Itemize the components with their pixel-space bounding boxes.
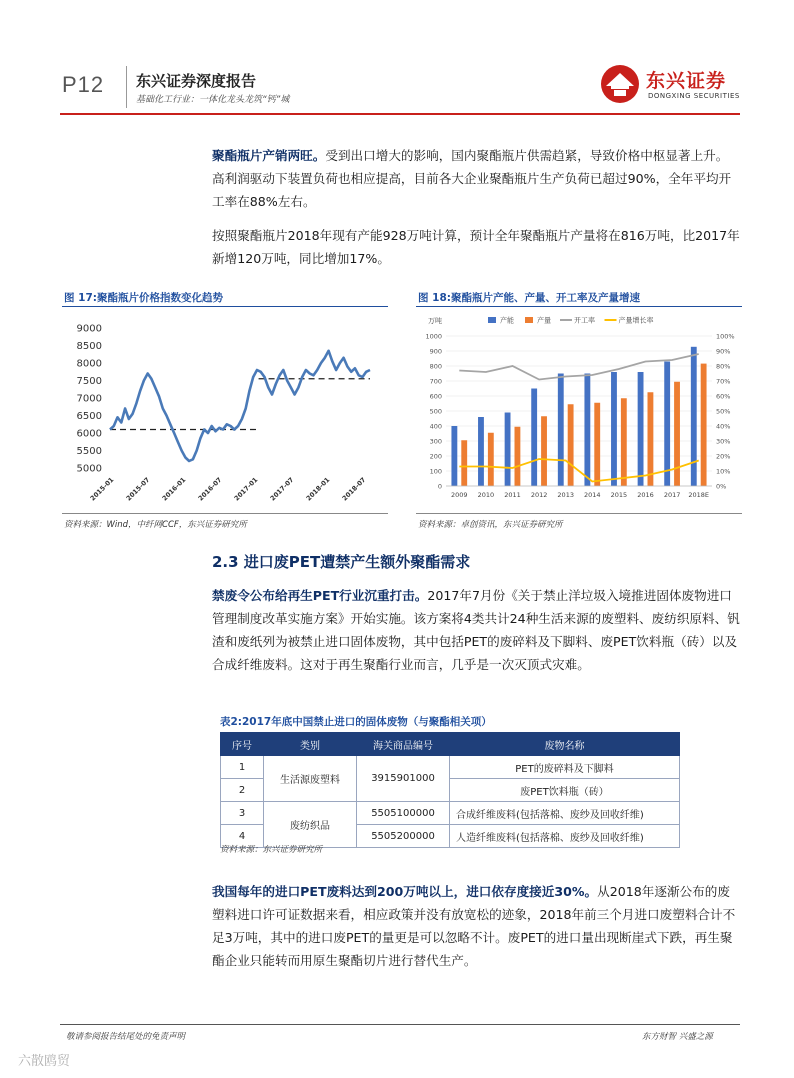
col-header-no: 序号 [221, 733, 264, 756]
line-产量增长率 [459, 459, 698, 482]
legend-label: 产量增长率 [618, 316, 654, 325]
bar-产能 [558, 374, 564, 487]
y-tick-label: 9000 [76, 323, 102, 335]
cell-no: 3 [221, 802, 264, 825]
footer-rule [60, 1024, 740, 1025]
y-tick-label: 300 [429, 437, 442, 446]
y2-tick-label: 40% [716, 422, 731, 431]
bar-产能 [451, 426, 457, 486]
fig17-rule [62, 306, 388, 307]
report-title: 东兴证券深度报告 [136, 72, 257, 90]
report-subtitle: 基础化工行业：一体化龙头龙筑“钙”城 [136, 95, 290, 105]
table2-source: 资料来源：东兴证券研究所 [220, 845, 323, 855]
y2-tick-label: 90% [716, 347, 731, 356]
bar-产量 [488, 433, 494, 486]
x-tick-label: 2009 [451, 491, 468, 499]
cell-name: 合成纤维废料(包括落棉、废纱及回收纤维) [450, 802, 680, 825]
bar-产量 [515, 427, 521, 486]
paragraph-import-dependency [212, 880, 740, 972]
section-heading: 2.3 进口废PET遭禁产生额外聚酯需求 [212, 553, 471, 571]
fig18-rule [416, 306, 742, 307]
x-tick-label: 2015 [610, 491, 628, 499]
table-row [221, 802, 680, 825]
x-tick-label: 2016-01 [160, 475, 188, 503]
y-tick-label: 6000 [76, 428, 102, 440]
y-tick-label: 200 [429, 452, 442, 461]
bar-产能 [691, 347, 697, 486]
y2-tick-label: 100% [716, 332, 735, 341]
x-tick-label: 2017 [663, 491, 681, 499]
fig17-source: 资料来源：Wind，中纤网CCF，东兴证券研究所 [64, 520, 247, 530]
legend-label: 产能 [500, 316, 514, 325]
y-tick-label: 400 [429, 422, 442, 431]
y2-tick-label: 30% [716, 437, 731, 446]
header-divider [126, 66, 127, 108]
y-tick-label: 0 [437, 482, 442, 491]
x-tick-label: 2017-01 [232, 475, 260, 503]
paragraph-import-ban [212, 584, 740, 676]
fig18-capacity-chart [416, 310, 742, 510]
page-number: P12 [62, 72, 105, 97]
cell-code: 3915901000 [357, 756, 450, 802]
x-tick-label: 2018-07 [340, 475, 368, 503]
paragraph-bottle-chip-sales [212, 144, 740, 213]
y-tick-label: 7000 [76, 393, 102, 405]
bar-产能 [584, 374, 590, 487]
logo-mark-icon [600, 64, 640, 104]
price-index-line [110, 351, 370, 461]
x-tick-label: 2018E [688, 491, 710, 499]
bar-产量 [541, 416, 547, 486]
fig18-source: 资料来源：卓创资讯，东兴证券研究所 [418, 520, 563, 530]
cell-category: 废纺织品 [264, 802, 357, 848]
bar-产量 [621, 398, 627, 486]
y-tick-label: 5500 [76, 446, 102, 457]
footer-disclaimer: 敬请参阅报告结尾处的免责声明 [66, 1032, 186, 1042]
cell-no: 2 [221, 779, 264, 802]
banned-waste-table [220, 732, 680, 848]
fig18-caption: 图 18:聚酯瓶片产能、产量、开工率及产量增速 [418, 292, 640, 304]
fig17-bottom-rule [62, 513, 388, 514]
bar-产能 [505, 413, 511, 487]
legend-label: 产量 [537, 316, 551, 325]
y-tick-label: 500 [429, 407, 442, 416]
paragraph-body: 受到出口增大的影响，国内聚酯瓶片供需趋紧，导致价格中枢显著上升。高利润驱动下装置负荷也相应提高，目前各大企业聚酯瓶片生产负荷已超过90%，全年平均开工率在88%左右。 [212, 148, 732, 209]
cell-name: 废PET饮料瓶（砖） [450, 779, 680, 802]
watermark: 六散鸥贸 [18, 1054, 71, 1069]
x-tick-label: 2016-07 [196, 475, 224, 503]
x-tick-label: 2015-07 [124, 475, 152, 503]
col-header-name: 废物名称 [450, 733, 680, 756]
cell-category: 生活源废塑料 [264, 756, 357, 802]
x-tick-label: 2014 [584, 491, 601, 499]
y-tick-label: 7500 [76, 376, 102, 387]
table-row [221, 756, 680, 779]
table-header-row [221, 733, 680, 756]
x-tick-label: 2010 [477, 491, 495, 499]
bar-产能 [531, 389, 537, 487]
col-header-category: 类别 [264, 733, 357, 756]
y-tick-label: 900 [429, 347, 442, 356]
y-tick-label: 6500 [76, 411, 102, 422]
paragraph-capacity-forecast: 按照聚酯瓶片2018年现有产能928万吨计算，预计全年聚酯瓶片产量将在816万吨，比2017年新增120万吨，同比增加17%。 [212, 228, 740, 266]
legend-label: 开工率 [574, 316, 595, 325]
bar-产能 [638, 372, 644, 486]
y-tick-label: 5000 [76, 463, 102, 475]
y2-tick-label: 70% [716, 377, 731, 386]
unit-label: 万吨 [428, 317, 442, 325]
y-tick-label: 8500 [76, 341, 102, 352]
paragraph-lead: 禁废令公布给再生PET行业沉重打击。 [212, 588, 428, 603]
logo-en-text: DONGXING SECURITIES [648, 92, 740, 100]
y-tick-label: 1000 [425, 332, 442, 341]
cell-code: 5505200000 [357, 825, 450, 848]
fig17-caption: 图 17:聚酯瓶片价格指数变化趋势 [64, 292, 223, 304]
x-tick-label: 2018-01 [304, 475, 332, 503]
cell-code: 5505100000 [357, 802, 450, 825]
y-tick-label: 800 [429, 362, 442, 371]
bar-产能 [664, 362, 670, 487]
y2-tick-label: 60% [716, 392, 731, 401]
y2-tick-label: 10% [716, 467, 731, 476]
header-rule [60, 113, 740, 115]
paragraph-body: 从2018年逐渐公布的废塑料进口许可证数据来看，相应政策并没有放宽松的迹象，2018年前三个月进口废塑料合计不足3万吨，其中的进口废PET的量更是可以忽略不计。废PET的进口量出现断崖式下跌，再生聚酯企业只能转而用原生聚酯切片进行替代生产。 [212, 884, 736, 968]
y-tick-label: 600 [429, 392, 442, 401]
bar-产量 [648, 392, 654, 486]
table2-caption: 表2:2017年底中国禁止进口的固体废物（与聚酯相关项） [220, 716, 492, 728]
company-logo [600, 64, 760, 108]
y2-tick-label: 80% [716, 362, 731, 371]
x-tick-label: 2013 [557, 491, 574, 499]
bar-产量 [674, 382, 680, 486]
footer-slogan: 东方财智 兴盛之源 [642, 1032, 713, 1042]
paragraph-body: 2017年7月份《关于禁止洋垃圾入境推进固体废物进口管理制度改革实施方案》开始实施。该方案将4类共计24种生活来源的废塑料、废纺织原料、钒渣和废纸列为被禁止进口固体废物，其中包括PET的废碎料及下脚料、废PET饮料瓶（砖）以及合成纤维废料。这对于再生聚酯行业而言，几乎是一次灭顶式灾难。 [212, 588, 740, 672]
y-tick-label: 700 [429, 377, 442, 386]
col-header-code: 海关商品编号 [357, 733, 450, 756]
cell-no: 1 [221, 756, 264, 779]
y2-tick-label: 20% [716, 452, 731, 461]
x-tick-label: 2011 [504, 491, 521, 499]
bar-产能 [478, 417, 484, 486]
cell-name: PET的废碎料及下脚料 [450, 756, 680, 779]
legend-swatch [525, 317, 533, 323]
paragraph-lead: 我国每年的进口PET废料达到200万吨以上，进口依存度接近30%。 [212, 884, 598, 899]
cell-no: 4 [221, 825, 264, 848]
logo-text: 东兴证券 [646, 70, 727, 92]
y2-tick-label: 50% [716, 407, 731, 416]
x-tick-label: 2015-01 [88, 475, 116, 503]
bar-产量 [701, 364, 707, 486]
x-tick-label: 2017-07 [268, 475, 296, 503]
fig17-price-chart [62, 310, 392, 510]
y-tick-label: 100 [429, 467, 442, 476]
bar-产量 [568, 404, 574, 486]
y-tick-label: 8000 [76, 358, 102, 370]
cell-name: 人造纤维废料(包括落棉、废纱及回收纤维) [450, 825, 680, 848]
fig18-bottom-rule [416, 513, 742, 514]
bar-产量 [461, 440, 467, 486]
x-tick-label: 2012 [530, 491, 548, 499]
y2-tick-label: 0% [716, 482, 727, 491]
paragraph-lead: 聚酯瓶片产销两旺。 [212, 148, 326, 163]
bar-产能 [611, 372, 617, 486]
line-开工率 [459, 354, 698, 380]
bar-产量 [594, 403, 600, 486]
x-tick-label: 2016 [637, 491, 654, 499]
legend-swatch [488, 317, 496, 323]
